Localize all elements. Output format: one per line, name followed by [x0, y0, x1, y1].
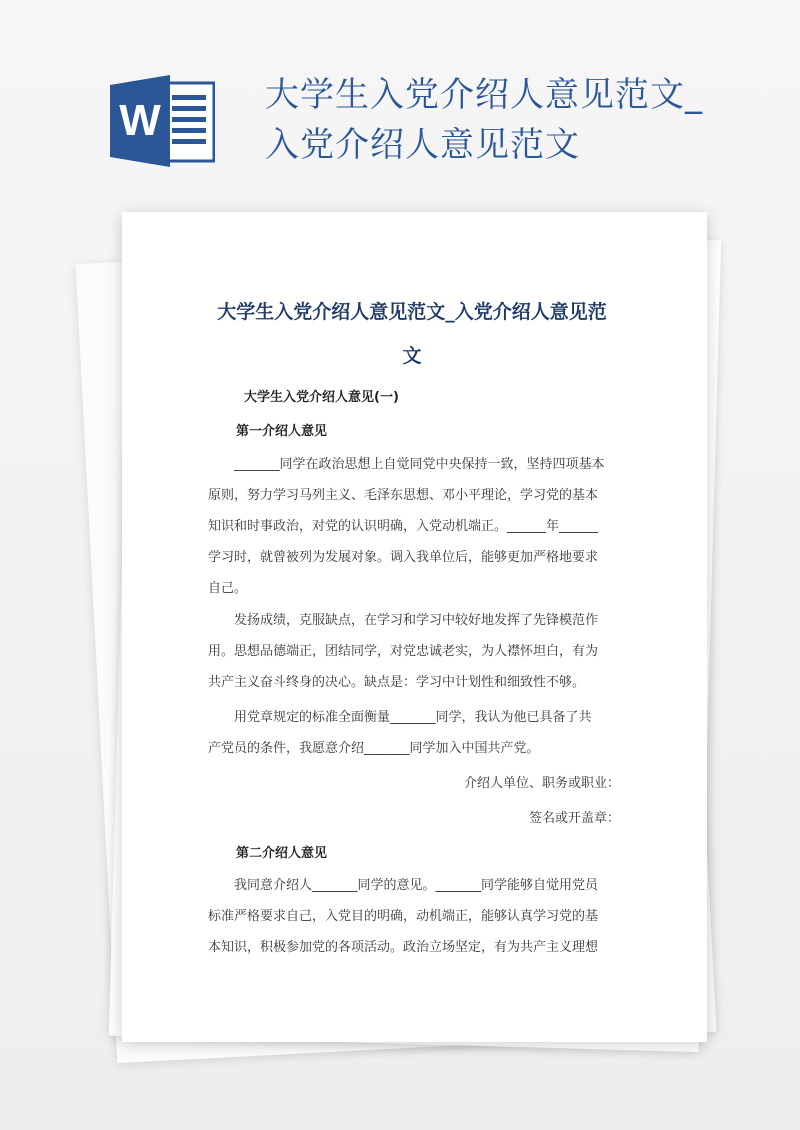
paragraph-4 [208, 870, 620, 963]
paragraph-line: 我同意介绍人_______同学的意见。_______同学能够自觉用党员 [234, 878, 599, 893]
paragraph-line: 知识和时事政治，对党的认识明确，入党动机端正。______年______ [208, 519, 599, 534]
paragraph-line: 本知识，积极参加党的各项活动。政治立场坚定，有为共产主义理想 [208, 940, 599, 955]
paragraph-line: 共产主义奋斗终身的决心。缺点是：学习中计划性和细致性不够。 [208, 675, 586, 690]
introducer-unit-label: 介绍人单位、职务或职业： [463, 776, 620, 791]
document-page [122, 212, 707, 1042]
section-heading-second-introducer: 第二介绍人意见 [236, 846, 328, 861]
paragraph-line: 产党员的条件，我愿意介绍_______同学加入中国共产党。 [208, 741, 540, 756]
header-title [265, 70, 725, 170]
document-title-line-1: 大学生入党介绍人意见范文_入党介绍人意见范 [217, 301, 607, 323]
document-subtitle: 大学生入党介绍人意见(一) [244, 390, 399, 405]
word-document-icon [110, 75, 215, 167]
paragraph-line: 用。思想品德端正，团结同学，对党忠诚老实，为人襟怀坦白，有为 [208, 644, 599, 659]
paragraph-line: 原则，努力学习马列主义、毛泽东思想、邓小平理论，学习党的基本 [208, 488, 599, 503]
header-title-line-2: 入党介绍人意见范文 [265, 125, 580, 165]
paragraph-line: 发扬成绩，克服缺点，在学习和学习中较好地发挥了先锋模范作 [234, 613, 599, 628]
paragraph-line: 自己。 [208, 581, 248, 596]
paragraph-3 [208, 702, 620, 764]
logo-letter: W [119, 96, 161, 145]
paragraph-line: 用党章规定的标准全面衡量_______同学，我认为他已具备了共 [234, 710, 592, 725]
document-content [122, 212, 707, 1042]
section-heading-first-introducer: 第一介绍人意见 [236, 424, 328, 439]
signature-label: 签名或开盖章： [528, 811, 620, 826]
document-title-line-2: 文 [402, 345, 422, 367]
header-title-line-1: 大学生入党介绍人意见范文_ [265, 75, 703, 115]
paragraph-line: 学习时，就曾被列为发展对象。调入我单位后，能够更加严格地要求 [208, 550, 599, 565]
paragraph-line: _______同学在政治思想上自觉同党中央保持一致，坚持四项基本 [234, 457, 605, 472]
paragraph-line: 标准严格要求自己，入党目的明确，动机端正，能够认真学习党的基 [208, 909, 599, 924]
paragraph-1 [208, 449, 620, 604]
paragraph-2 [208, 605, 620, 698]
document-title [202, 290, 622, 378]
